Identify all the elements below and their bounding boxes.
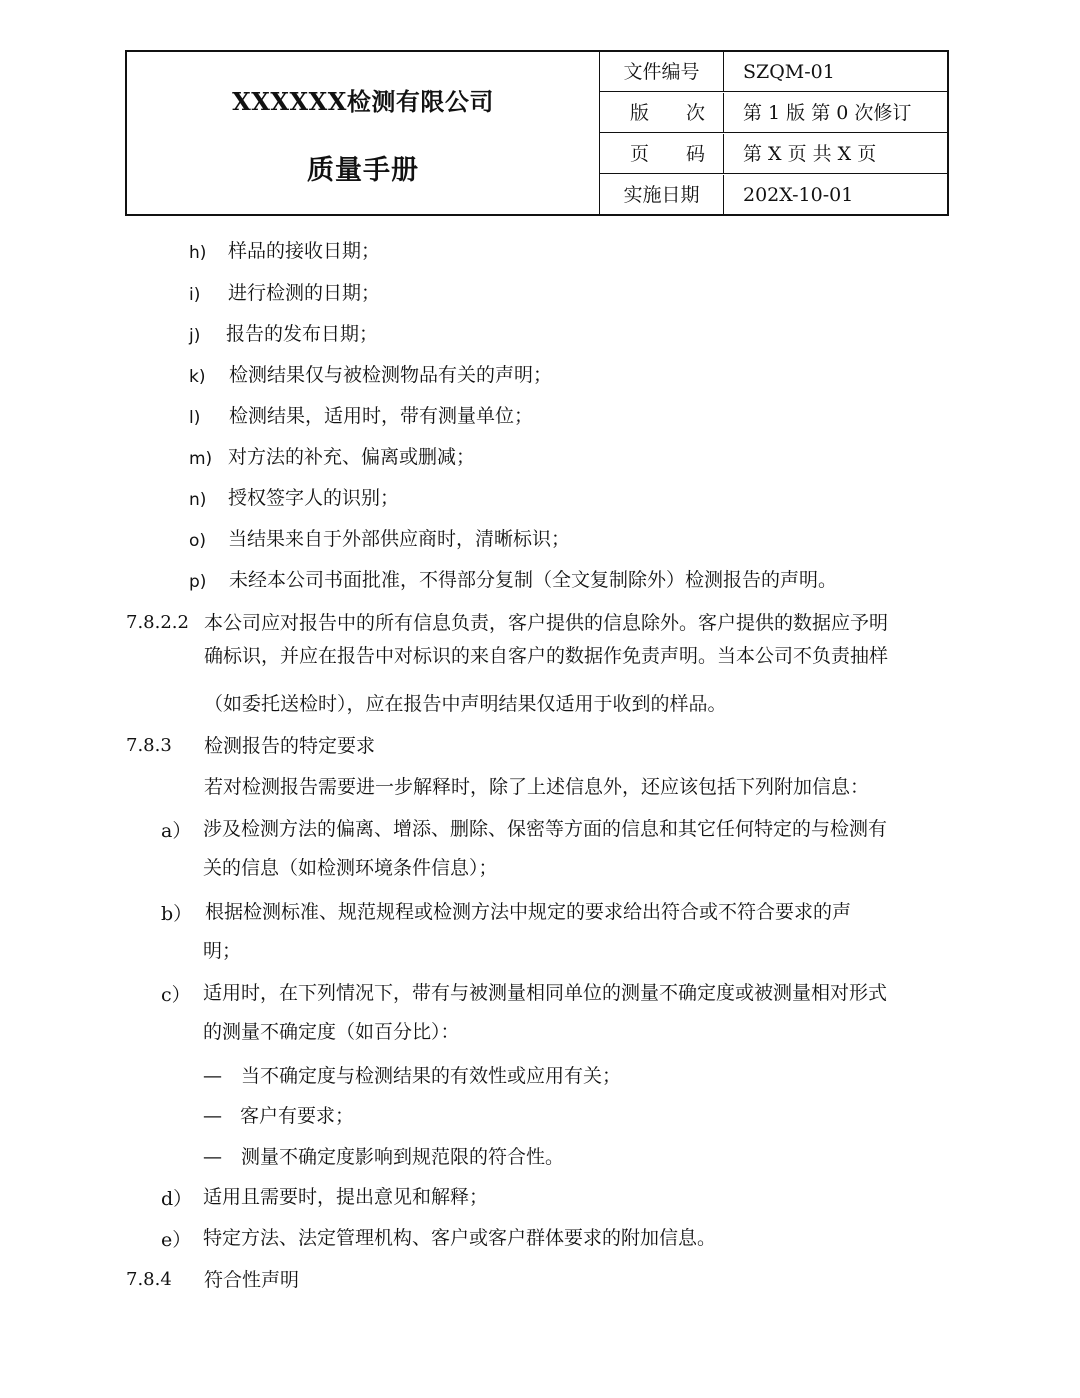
list-item-text: 适用且需要时，提出意见和解释； bbox=[203, 1186, 489, 1208]
list-item-text: 进行检测的日期； bbox=[228, 282, 381, 304]
section-number: 7.8.4 bbox=[126, 1269, 172, 1290]
list-item-label: e） bbox=[161, 1229, 192, 1251]
header-value: 第 X 页 共 X 页 bbox=[743, 143, 877, 165]
dash-mark: — bbox=[203, 1105, 222, 1127]
section-title: 符合性声明 bbox=[204, 1269, 300, 1291]
header-value: SZQM-01 bbox=[743, 61, 835, 83]
header-value: 202X-10-01 bbox=[743, 184, 854, 206]
company-name: XXXXXX检测有限公司 bbox=[232, 87, 494, 116]
paragraph-line: （如委托送检时），应在报告中声明结果仅适用于收到的样品。 bbox=[204, 693, 727, 715]
header-key: 页 码 bbox=[600, 134, 724, 173]
list-item-label: j) bbox=[189, 326, 201, 346]
paragraph-line: 若对检测报告需要进一步解释时，除了上述信息外，还应该包括下列附加信息： bbox=[204, 776, 870, 798]
list-item-text: 的测量不确定度（如百分比）： bbox=[203, 1021, 460, 1043]
list-item-text: 未经本公司书面批准，不得部分复制（全文复制除外）检测报告的声明。 bbox=[229, 569, 838, 591]
header-key: 文件编号 bbox=[600, 52, 724, 91]
header-row-effective-date bbox=[600, 175, 949, 215]
list-item-label: p) bbox=[189, 572, 207, 592]
list-item-label: h) bbox=[189, 243, 207, 263]
document-header-table bbox=[125, 50, 949, 216]
header-title-cell bbox=[127, 52, 600, 214]
list-item-text: 涉及检测方法的偏离、增添、删除、保密等方面的信息和其它任何特定的与检测有 bbox=[203, 818, 888, 840]
list-item-text: 样品的接收日期； bbox=[228, 240, 381, 262]
header-key: 版 次 bbox=[600, 93, 724, 132]
list-item-label: o) bbox=[189, 531, 207, 551]
dash-mark: — bbox=[203, 1146, 222, 1168]
list-item-text: 适用时，在下列情况下，带有与被测量相同单位的测量不确定度或被测量相对形式 bbox=[203, 982, 888, 1004]
dash-item-text: 测量不确定度影响到规范限的符合性。 bbox=[241, 1146, 565, 1168]
list-item-text: 根据检测标准、规范规程或检测方法中规定的要求给出符合或不符合要求的声 bbox=[205, 901, 852, 923]
list-item-text: 特定方法、法定管理机构、客户或客户群体要求的附加信息。 bbox=[203, 1227, 717, 1249]
list-item-text: 报告的发布日期； bbox=[226, 323, 379, 345]
header-row-page bbox=[600, 134, 949, 174]
header-row-edition bbox=[600, 93, 949, 133]
list-item-text: 明； bbox=[203, 940, 242, 962]
dash-item-text: 当不确定度与检测结果的有效性或应用有关； bbox=[241, 1065, 622, 1087]
header-value: 第 1 版 第 0 次修订 bbox=[743, 102, 912, 124]
list-item-text: 当结果来自于外部供应商时，清晰标识； bbox=[228, 528, 571, 550]
list-item-text: 检测结果仅与被检测物品有关的声明； bbox=[229, 364, 553, 386]
list-item-text: 检测结果，适用时，带有测量单位； bbox=[229, 405, 534, 427]
list-item-label: m) bbox=[189, 449, 213, 469]
section-title: 检测报告的特定要求 bbox=[204, 735, 376, 757]
dash-mark: — bbox=[203, 1065, 222, 1087]
list-item-label: c） bbox=[161, 984, 191, 1006]
list-item-label: b） bbox=[161, 903, 193, 925]
header-key: 实施日期 bbox=[600, 175, 724, 215]
paragraph-line: 本公司应对报告中的所有信息负责，客户提供的信息除外。客户提供的数据应予明 bbox=[204, 612, 889, 634]
list-item-text: 关的信息（如检测环境条件信息）； bbox=[203, 857, 498, 879]
list-item-label: i) bbox=[189, 285, 201, 305]
list-item-label: a） bbox=[161, 820, 192, 842]
list-item-text: 对方法的补充、偏离或删减； bbox=[228, 446, 476, 468]
list-item-label: d） bbox=[161, 1188, 193, 1210]
section-number: 7.8.2.2 bbox=[126, 612, 189, 633]
header-row-doc-number bbox=[600, 52, 949, 92]
section-number: 7.8.3 bbox=[126, 735, 172, 756]
paragraph-line: 确标识，并应在报告中对标识的来自客户的数据作免责声明。当本公司不负责抽样 bbox=[204, 645, 889, 667]
list-item-label: n) bbox=[189, 490, 207, 510]
list-item-label: k) bbox=[189, 367, 206, 387]
dash-item-text: 客户有要求； bbox=[240, 1105, 355, 1127]
manual-title: 质量手册 bbox=[307, 155, 419, 186]
list-item-text: 授权签字人的识别； bbox=[228, 487, 400, 509]
list-item-label: l) bbox=[189, 408, 201, 428]
